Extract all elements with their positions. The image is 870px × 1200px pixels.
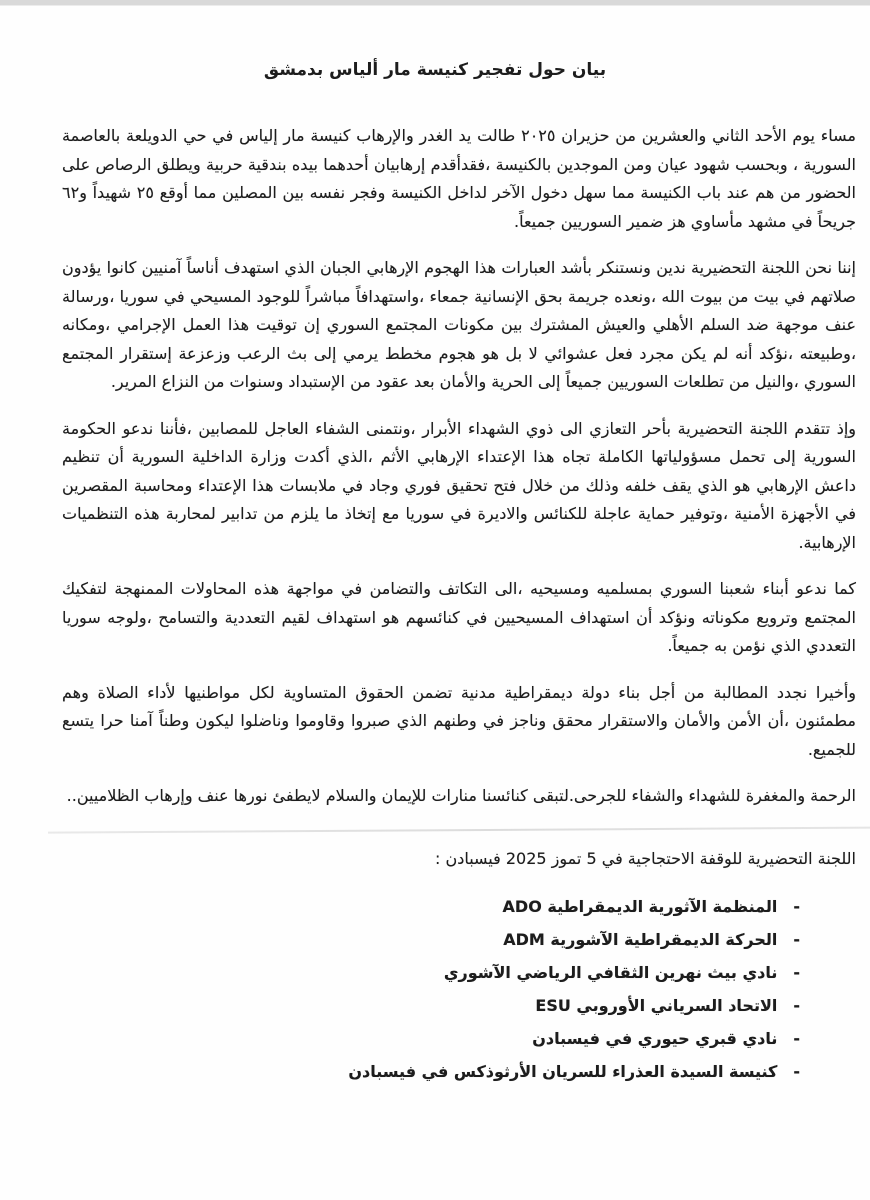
signatory-item	[62, 895, 800, 919]
statement-body	[0, 122, 870, 1084]
signatory-item	[62, 928, 800, 952]
signatories-list	[62, 895, 856, 1084]
signatory-label: المنظمة الآثورية الديمقراطية ADO	[502, 897, 778, 916]
signatory-label: كنيسة السيدة العذراء للسريان الأرثوذكس في فيسبادن	[348, 1062, 778, 1081]
scan-artifact-line	[48, 826, 870, 833]
dash-bullet-icon: -	[793, 963, 800, 982]
signatory-label: نادي قبري حيوري في فيسبادن	[532, 1029, 778, 1048]
statement-paragraph-3: وإذ تتقدم اللجنة التحضيرية بأحر التعازي الى ذوي الشهداء الأبرار ،ونتمنى الشفاء العاجل للمصابين ،فأننا ندعو الحكومة السورية إلى تحمل مسؤولياتها الكاملة تجاه هذا الإعتداء الإرهابي الأثم ،الذي أكدت وزارة الداخلية السورية أن تنظيم داعش الإرهابي هو الذي يقف خلفه وذلك من خلال فتح تحقيق فوري وجاد في ملابسات هذا الإعتداء ومحاسبة المقصرين في الأجهزة الأمنية ،وتوفير حماية عاجلة للكنائس والاديرة في سوريا مع إتخاذ ما يلزم من تدابير لمحاربة هذه التنظميات الإرهابية.	[62, 418, 856, 552]
signatory-item	[62, 961, 800, 985]
signatory-label: الحركة الديمقراطية الآشورية ADM	[503, 930, 778, 949]
statement-paragraph-5: وأخيرا نجدد المطالبة من أجل بناء دولة ديمقراطية مدنية تضمن الحقوق المتساوية لكل مواطنيها لأداء الصلاة وهم مطمئنون ،أن الأمن والأمان والاستقرار محقق وناجز في وطنهم الذي صبروا وقاوموا وناضلوا ليكون وطناً آمنا حرا يتسع للجميع.	[62, 682, 856, 759]
signatory-item	[62, 1027, 800, 1051]
statement-paragraph-1: مساء يوم الأحد الثاني والعشرين من حزيران ٢٠٢٥ طالت يد الغدر والإرهاب كنيسة مار إلياس في حي الدويلعة بالعاصمة السورية ، وبحسب شهود عيان ومن الموجدين بالكنيسة ،فقدأقدم إرهابيان أحدهما بيده بندقية حربية ويطلق الرصاص على الحضور من هم عند باب الكنيسة مما سهل دخول الآخر لداخل الكنيسة وفجر نفسه بين المصلين مما أوقع ٢٥ شهيداً و٦٢ جريحاً في مشهد مأساوي هز ضمير السوريين جميعاً.	[62, 126, 856, 231]
signatory-label: نادي بيث نهرين الثقافي الرياضي الآشوري	[443, 963, 778, 982]
statement-paragraph-2: إننا نحن اللجنة التحضيرية ندين ونستنكر بأشد العبارات هذا الهجوم الإرهابي الجبان الذي استهدف أناساً آمنيين كانوا يؤدون صلاتهم في بيت من بيوت الله ،ونعده جريمة بحق الإنسانية جمعاء ،واستهدافاً مباشراً للوجود المسيحي في سوريا ،ورسالة عنف موجهة ضد السلم الأهلي والعيش المشترك بين مكونات المجتمع السوري إن توقيت هذا العمل الإجرامي ،ومكانه ،وطبيعته ،نؤكد أنه لم يكن مجرد فعل عشوائي لا بل هو هجوم مخطط يرمي إلى بث الرعب وزعزعة إستقرار المجتمع السوري ،والنيل من تطلعات السوريين جميعاً إلى الحرية والأمان بعد عقود من الإستبداد وسنوات من النزاع المرير.	[62, 258, 856, 391]
statement-paragraph-6: الرحمة والمغفرة للشهداء والشفاء للجرحى.لتبقى كنائسنا منارات للإيمان والسلام لايطفئ نورها عنف وإرهاب الظلاميين..	[66, 786, 856, 805]
dash-bullet-icon: -	[793, 1029, 800, 1048]
scan-edge-strip	[0, 0, 870, 6]
dash-bullet-icon: -	[793, 996, 800, 1015]
dash-bullet-icon: -	[793, 930, 800, 949]
signatory-item	[62, 1060, 800, 1084]
signature-heading: اللجنة التحضيرية للوقفة الاحتجاجية في 5 تموز 2025 فيسبادن :	[434, 848, 856, 868]
document-title: بيان حول تفجير كنيسة مار ألياس بدمشق	[263, 60, 607, 80]
dash-bullet-icon: -	[793, 1062, 800, 1081]
signatory-item	[62, 994, 800, 1018]
signatory-label: الاتحاد السرياني الأوروبي ESU	[535, 996, 778, 1015]
statement-paragraph-4: كما ندعو أبناء شعبنا السوري بمسلميه ومسيحيه ،الى التكاتف والتضامن في مواجهة هذه المحاولات الممنهجة لتفكيك المجتمع وترويع مكوناته ونؤكد أن استهداف المسيحيين في كنائسهم هو استهداف لقيم التعددية والتسامح ،ولوجه سوريا التعددي الذي نؤمن به جميعاً.	[62, 579, 856, 655]
dash-bullet-icon: -	[793, 897, 800, 916]
